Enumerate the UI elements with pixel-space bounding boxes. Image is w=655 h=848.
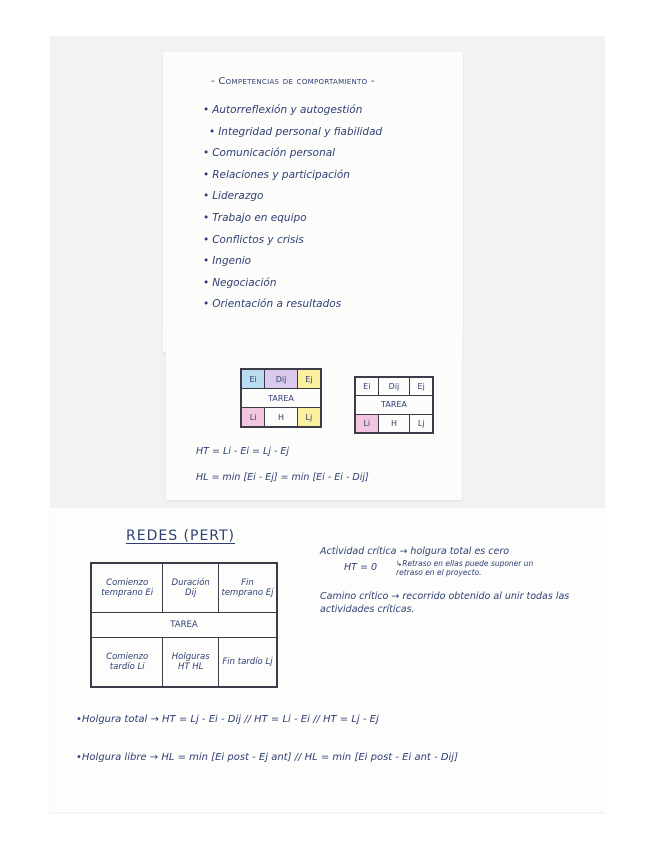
late-finish-cell: Fin tardío Lj xyxy=(218,637,276,686)
ei-cell: Ei xyxy=(242,370,265,389)
total-float-formula: HT = Li - Ei = Lj - Ej xyxy=(196,446,290,457)
li-cell: Li xyxy=(242,408,265,427)
list-item: • Negociación xyxy=(203,273,382,295)
li-cell: Li xyxy=(356,414,379,432)
list-item: • Integridad personal y fiabilidad xyxy=(203,122,382,144)
list-item: • Trabajo en equipo xyxy=(203,208,382,230)
h-cell: H xyxy=(378,414,410,432)
ei-cell: Ei xyxy=(356,378,379,396)
redes-title: REDES (PERT) xyxy=(126,528,236,544)
list-item: • Ingenio xyxy=(203,251,382,273)
early-start-cell: Comienzo temprano Ei xyxy=(92,564,163,613)
tarea-cell: TAREA xyxy=(92,613,277,638)
early-finish-cell: Fin temprano Ej xyxy=(218,564,276,613)
pert-networks-note xyxy=(50,508,605,812)
list-item: • Liderazgo xyxy=(203,186,382,208)
behavioral-competencies-note xyxy=(163,52,463,352)
ht-zero-text: HT = 0 xyxy=(344,562,377,573)
tarea-cell: TAREA xyxy=(242,389,321,408)
critical-activity-text: Actividad crítica → holgura total es cero xyxy=(320,546,510,557)
dij-cell: Dij xyxy=(378,378,410,396)
task-node-plain xyxy=(354,376,434,434)
list-item: • Relaciones y participación xyxy=(203,165,382,187)
list-item: • Comunicación personal xyxy=(203,143,382,165)
task-node-colored xyxy=(240,368,322,428)
pert-node-table xyxy=(90,562,278,688)
critical-path-text: Camino crítico → recorrido obtenido al unir todas las actividades críticas. xyxy=(320,591,570,615)
late-start-cell: Comienzo tardío Li xyxy=(92,637,163,686)
floats-cell: Holguras HT HL xyxy=(163,637,219,686)
tarea-cell: TAREA xyxy=(356,396,433,414)
lj-cell: Lj xyxy=(410,414,433,432)
list-item: • Orientación a resultados xyxy=(203,294,382,316)
ej-cell: Ej xyxy=(410,378,433,396)
task-node-note xyxy=(166,330,462,500)
competencies-title: - Competencias de comportamiento - xyxy=(211,76,375,87)
lj-cell: Lj xyxy=(297,408,320,427)
total-float-line: •Holgura total → HT = Lj - Ei - Dij // HT = Li - Ei // HT = Lj - Ej xyxy=(76,714,379,725)
dij-cell: Dij xyxy=(265,370,298,389)
competencies-list xyxy=(203,100,382,316)
ej-cell: Ej xyxy=(297,370,320,389)
free-float-formula: HL = min [Ei - Ej] = min [Ei - Ei - Dij] xyxy=(196,472,369,483)
free-float-line: •Holgura libre → HL = min [Ei post - Ej ant] // HL = min [Ei post - Ei ant - Dij] xyxy=(76,752,458,763)
delay-note: ↳Retraso en ellas puede suponer un retraso en el proyecto. xyxy=(396,559,534,577)
duration-cell: Duración Dij xyxy=(163,564,219,613)
list-item: • Autorreflexión y autogestión xyxy=(203,100,382,122)
h-cell: H xyxy=(265,408,298,427)
list-item: • Conflictos y crisis xyxy=(203,230,382,252)
